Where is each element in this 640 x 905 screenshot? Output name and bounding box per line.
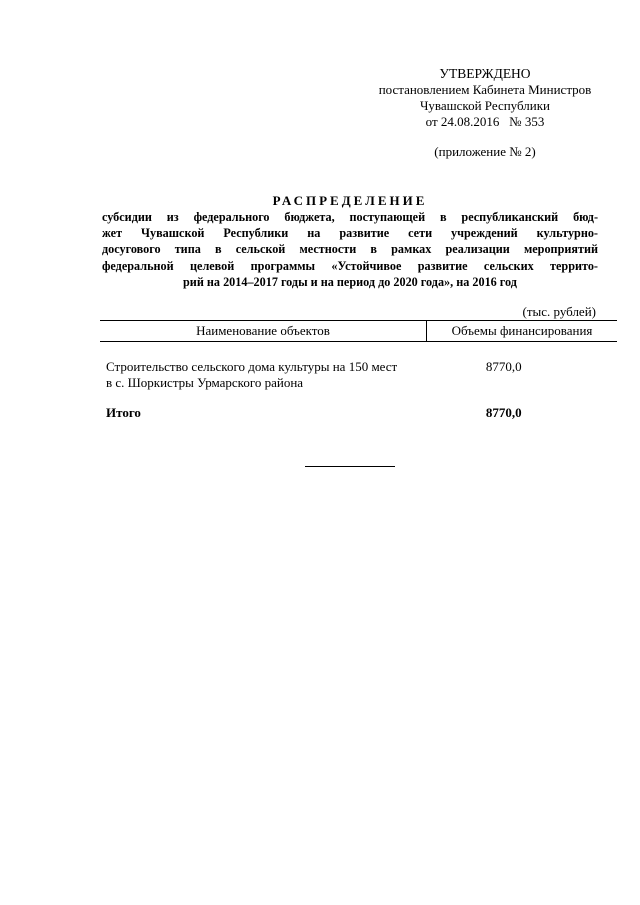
subtitle-line: досугового типа в сельской местности в рамках реализации мероприятий — [102, 242, 598, 257]
approval-republic: Чувашской Республики — [419, 98, 551, 113]
subtitle-line: федеральной целевой программы «Устойчивое развитие сельских террито- — [102, 258, 598, 273]
object-name-line: в с. Шоркистры Урмарского района — [106, 375, 304, 390]
table-header-row — [100, 321, 617, 342]
object-name-line: Строительство сельского дома культуры на 150 мест — [106, 359, 398, 374]
approval-heading: УТВЕРЖДЕНО — [439, 66, 531, 81]
approval-date: от 24.08.2016 — [425, 114, 500, 129]
approval-block — [330, 66, 640, 130]
approval-date-number — [330, 114, 640, 130]
appendix-label: (приложение № 2) — [434, 144, 536, 159]
document-title: РАСПРЕДЕЛЕНИЕ — [272, 193, 428, 208]
table-total-row — [100, 405, 617, 421]
closing-separator-line — [305, 466, 395, 467]
subtitle-line: рий на 2014–2017 годы и на период до 2020 года», на 2016 год — [183, 274, 517, 289]
funding-value-cell: 8770,0 — [485, 359, 522, 374]
distribution-table — [100, 320, 617, 421]
approval-authority: постановлением Кабинета Министров — [378, 82, 592, 97]
document-subtitle — [102, 209, 598, 290]
distribution-table-wrap — [100, 320, 600, 421]
subtitle-line: субсидии из федерального бюджета, поступающей в республиканский бюд- — [102, 210, 598, 224]
units-label: (тыс. рублей) — [522, 304, 596, 319]
approval-number: № 353 — [509, 114, 545, 129]
header-object-name: Наименование объектов — [100, 321, 427, 342]
table-row — [100, 359, 617, 391]
header-funding-volume: Объемы финансирования — [427, 321, 618, 342]
object-name-cell — [100, 359, 427, 391]
total-label: Итого — [106, 405, 141, 420]
subtitle-line: жет Чувашской Республики на развитие сети учреждений культурно- — [102, 226, 598, 241]
total-value: 8770,0 — [485, 405, 522, 420]
